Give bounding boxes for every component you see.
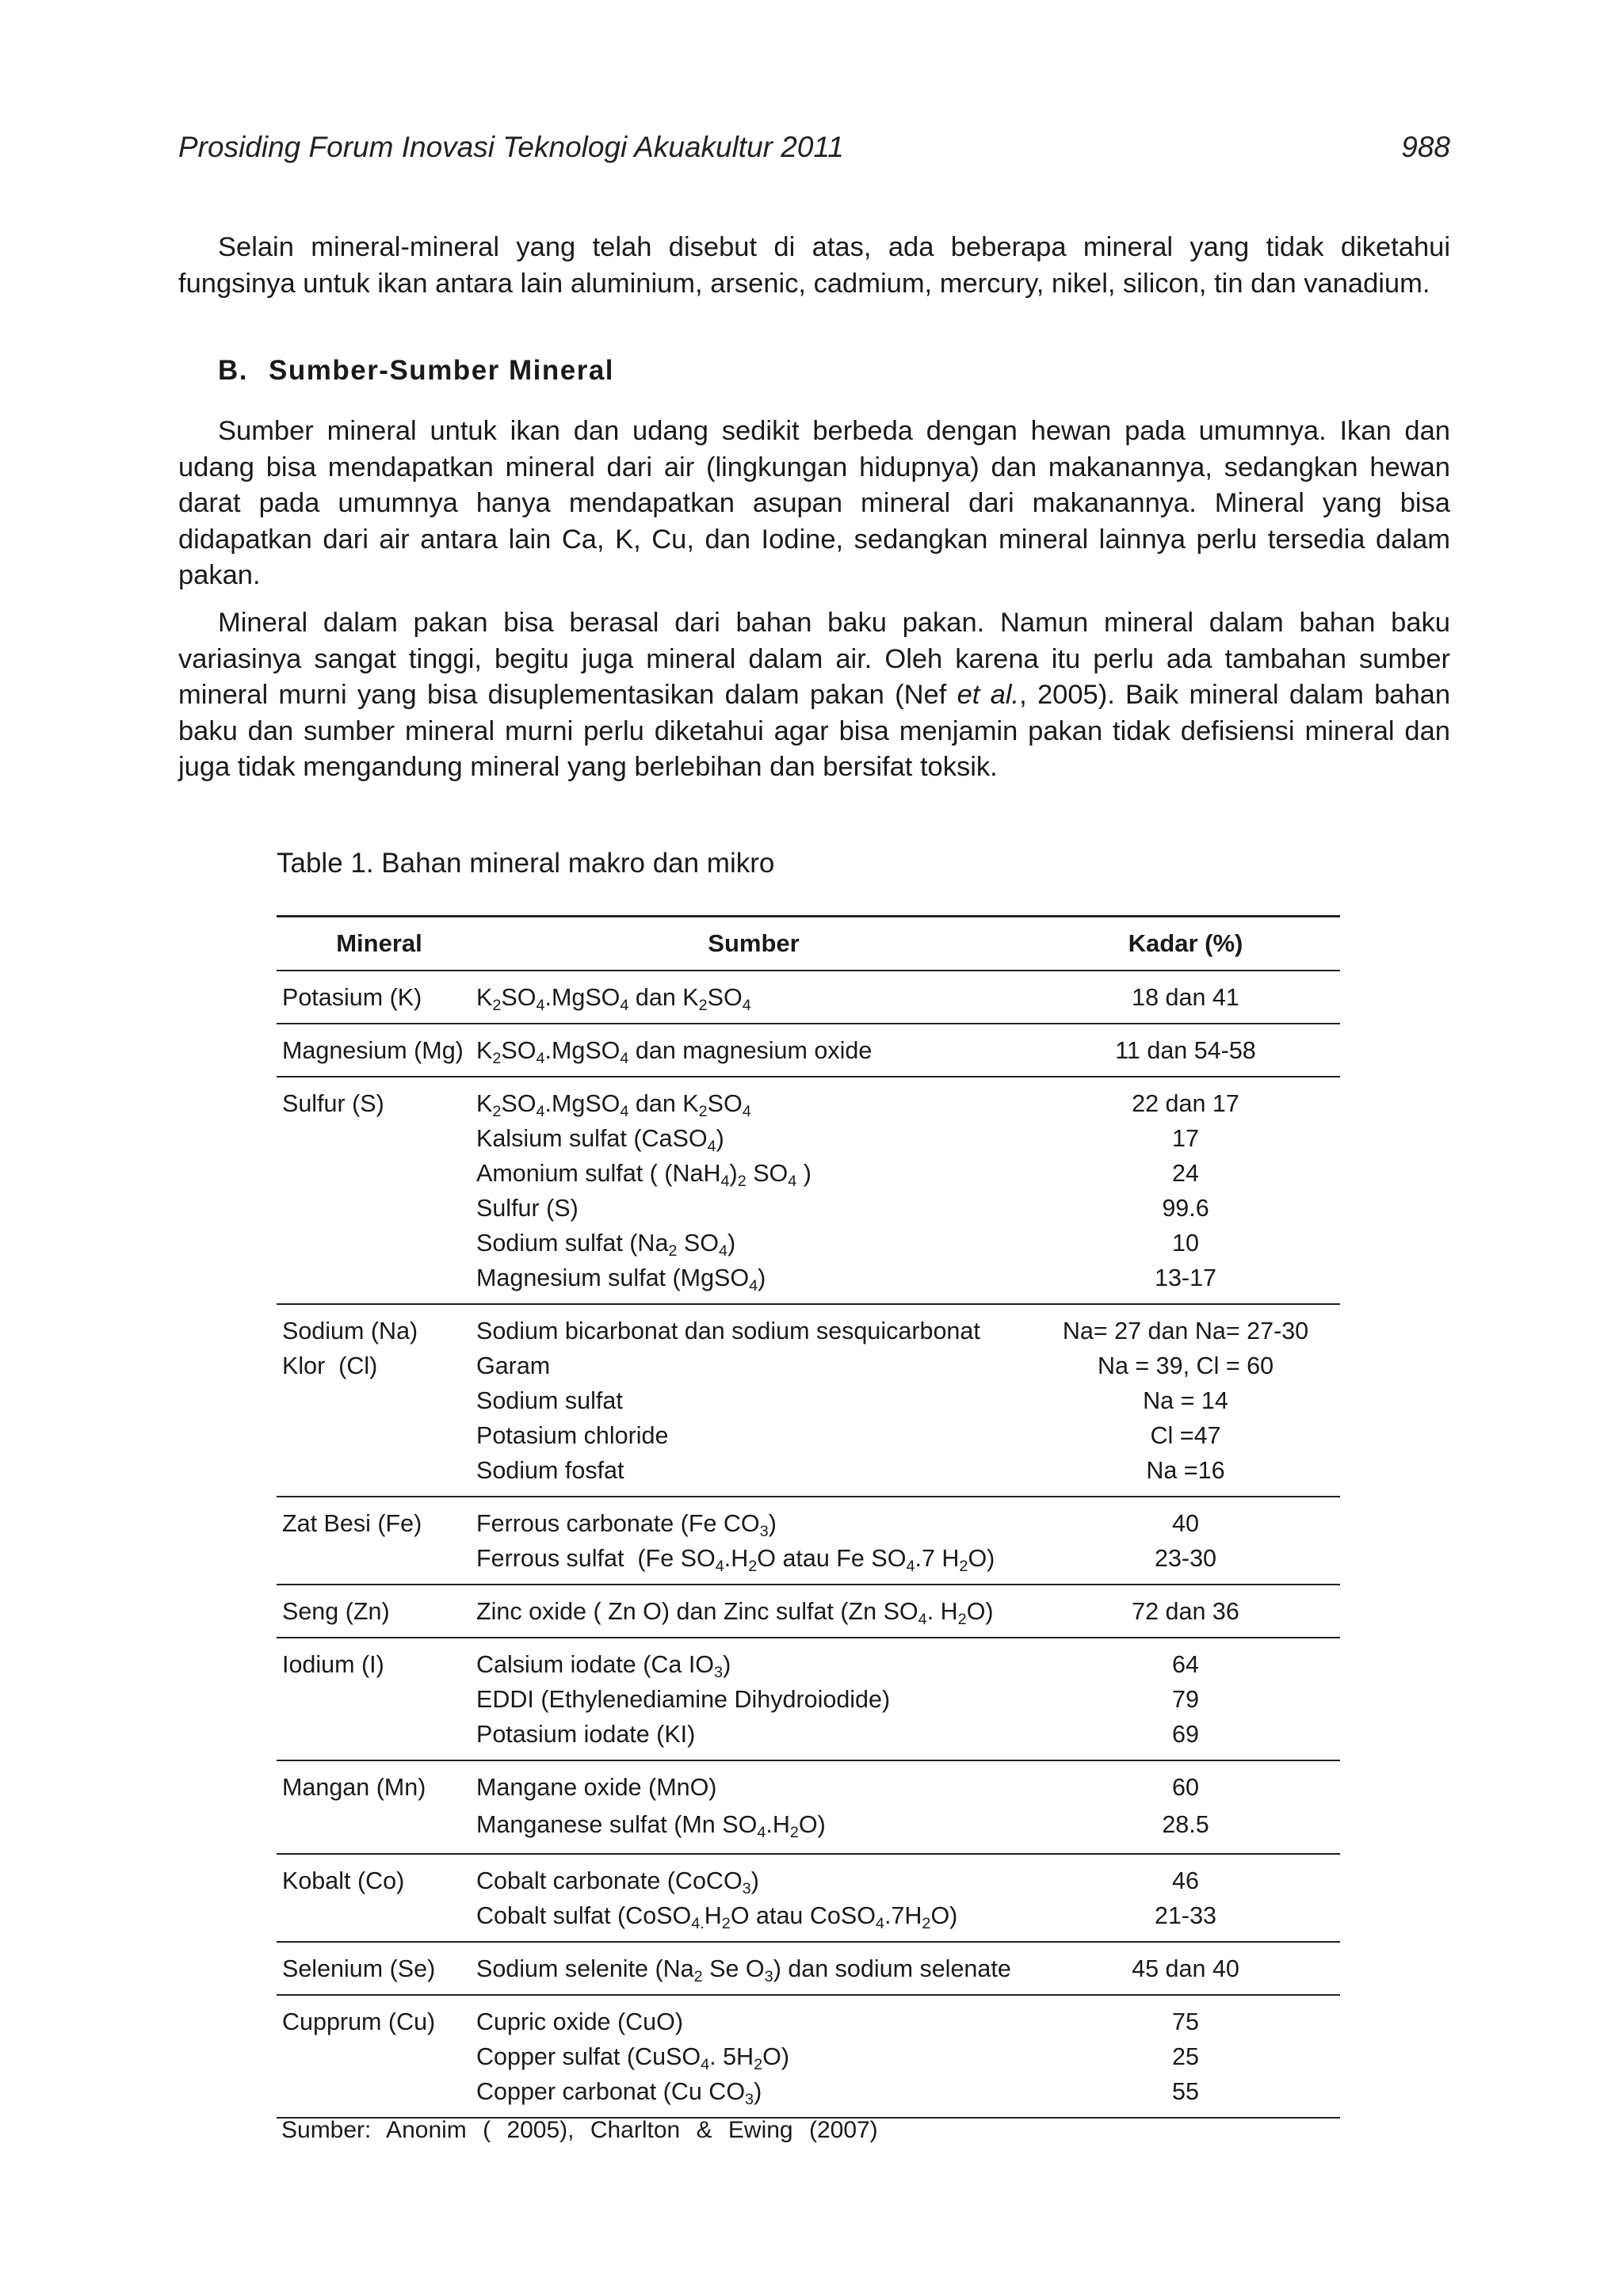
sumber-cell: Sodium selenite ($Na_2$ Se $O_3$) dan sodium selenate — [476, 1942, 1031, 1995]
mineral-cell: Selenium (Se) — [277, 1942, 476, 1995]
kadar-cell: 75 25 55 — [1031, 1995, 1340, 2118]
paragraph-3: Mineral dalam pakan bisa berasal dari bahan baku pakan. Namun mineral dalam bahan baku variasinya sangat tinggi, begitu juga mineral dalam air. Oleh karena itu perlu ada tambahan sumber mineral murni yang bisa disuplementasikan dalam pakan (Nef et al., 2005). Baik mineral dalam bahan baku dan sumber mineral murni perlu diketahui agar bisa menjamin pakan tidak defisiensi mineral dan juga tidak mengandung mineral yang berlebihan dan bersifat toksik. — [178, 608, 1451, 782]
table-row — [277, 1638, 1340, 1760]
mineral-cell: Kobalt (Co) — [277, 1854, 476, 1942]
paragraph-1: Selain mineral-mineral yang telah disebut di atas, ada beberapa mineral yang tidak diketahui fungsinya untuk ikan antara lain aluminium, arsenic, cadmium, mercury, nikel, silicon, tin dan vanadium. — [178, 232, 1450, 299]
sumber-cell: Mangane oxide (MnO) Manganese sulfat (Mn $SO_4.H_2O$) — [476, 1760, 1031, 1854]
kadar-cell: 22 dan 17 17 24 99.6 10 13-17 — [1031, 1077, 1340, 1304]
section-number: B. — [218, 355, 248, 386]
table-row — [277, 1304, 1340, 1497]
mineral-cell: Zat Besi (Fe) — [277, 1497, 476, 1585]
sumber-cell: Cobalt carbonate (CoCO$_3$) Cobalt sulfat ($CoSO_{4.}H_2O$ atau $CoSO_4.7H_2O$) — [476, 1854, 1031, 1942]
table-row — [277, 1024, 1340, 1077]
table-header-row — [277, 917, 1340, 971]
kadar-cell: 40 23-30 — [1031, 1497, 1340, 1585]
header-kadar: Kadar (%) — [1031, 917, 1340, 971]
section-title: Sumber-Sumber Mineral — [269, 355, 615, 386]
section-heading — [218, 355, 614, 387]
sumber-cell: Sodium bicarbonat dan sodium sesquicarbonat Garam Sodium sulfat Potasium chloride Sodium fosfat — [476, 1304, 1031, 1497]
table-row — [277, 1854, 1340, 1942]
header-mineral: Mineral — [277, 917, 476, 971]
table-row — [277, 1995, 1340, 2118]
kadar-cell: 60 28.5 — [1031, 1760, 1340, 1854]
sumber-cell: $K_2SO_4.MgSO_4$ dan magnesium oxide — [476, 1024, 1031, 1077]
header-sumber: Sumber — [476, 917, 1031, 971]
mineral-cell: Sulfur (S) — [277, 1077, 476, 1304]
kadar-cell: 45 dan 40 — [1031, 1942, 1340, 1995]
table-row — [277, 971, 1340, 1024]
citation-et-al: et al. — [957, 680, 1020, 710]
paragraph-2: Sumber mineral untuk ikan dan udang sedikit berbeda dengan hewan pada umumnya. Ikan dan udang bisa mendapatkan mineral dari air (lingkungan hidupnya) dan makanannya, sedangkan hewan darat pada umumnya hanya mendapatkan asupan mineral dari makanannya. Mineral yang bisa didapatkan dari air antara lain Ca, K, Cu, dan Iodine, sedangkan mineral lainnya perlu tersedia dalam pakan. — [178, 416, 1450, 590]
sumber-cell: Zinc oxide ( Zn O) dan Zinc sulfat (Zn $SO_4$. $H_2O$) — [476, 1585, 1031, 1638]
mineral-cell: Iodium (I) — [277, 1638, 476, 1760]
kadar-cell: Na= 27 dan Na= 27-30 Na = 39, Cl = 60 Na = 14 Cl =47 Na =16 — [1031, 1304, 1340, 1497]
mineral-table — [277, 915, 1340, 2119]
running-header — [178, 131, 1450, 164]
sumber-cell: Calsium iodate (Ca $IO_3$) EDDI (Ethylenediamine Dihydroiodide) Potasium iodate (KI) — [476, 1638, 1031, 1760]
sumber-cell: $K_2SO_4.MgSO_4$ dan $K_2SO_4$ Kalsium sulfat (CaSO$_4$) Amonium sulfat ( $(NaH_4)_2$ $SO_4$ ) Sulfur (S) Sodium sulfat ($Na_2$ $SO_4$) Magnesium sulfat (MgSO$_4$) — [476, 1077, 1031, 1304]
table-row — [277, 1585, 1340, 1638]
kadar-cell: 64 79 69 — [1031, 1638, 1340, 1760]
table-caption: Table 1. Bahan mineral makro dan mikro — [277, 848, 775, 879]
mineral-cell: Seng (Zn) — [277, 1585, 476, 1638]
sumber-cell: Cupric oxide (CuO) Copper sulfat (CuSO$_4$. $5H_2O$) Copper carbonat (Cu $CO_3$) — [476, 1995, 1031, 2118]
mineral-cell: Magnesium (Mg) — [277, 1024, 476, 1077]
kadar-cell: 18 dan 41 — [1031, 971, 1340, 1024]
sumber-cell: Ferrous carbonate (Fe $CO_3$) Ferrous sulfat (Fe $SO_4.H_2O$ atau Fe $SO_4.7$ $H_2O$) — [476, 1497, 1031, 1585]
sumber-cell: $K_2SO_4.MgSO_4$ dan $K_2SO_4$ — [476, 971, 1031, 1024]
mineral-cell: Cupprum (Cu) — [277, 1995, 476, 2118]
mineral-cell: Mangan (Mn) — [277, 1760, 476, 1854]
table-row — [277, 1942, 1340, 1995]
table-row — [277, 1497, 1340, 1585]
kadar-cell: 11 dan 54-58 — [1031, 1024, 1340, 1077]
journal-title: Prosiding Forum Inovasi Teknologi Akuakultur 2011 — [178, 131, 844, 163]
table-row — [277, 1760, 1340, 1854]
table-source-note: Sumber: Anonim ( 2005), Charlton & Ewing (2007) — [281, 2117, 878, 2143]
page-number: 988 — [1401, 131, 1450, 163]
mineral-cell: Sodium (Na) Klor (Cl) — [277, 1304, 476, 1497]
kadar-cell: 72 dan 36 — [1031, 1585, 1340, 1638]
mineral-cell: Potasium (K) — [277, 971, 476, 1024]
kadar-cell: 46 21-33 — [1031, 1854, 1340, 1942]
table-row — [277, 1077, 1340, 1304]
